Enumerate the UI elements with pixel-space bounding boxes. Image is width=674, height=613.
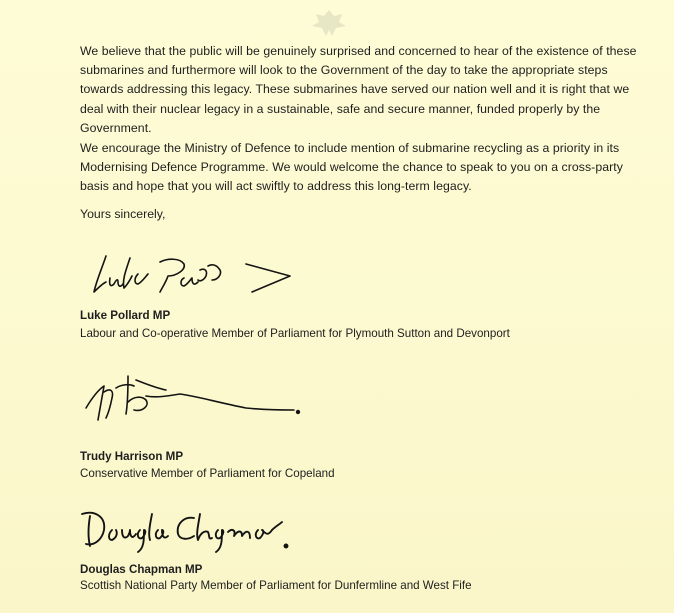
signatory-name-2: Trudy Harrison MP [80, 450, 184, 463]
signatory-role-1: Labour and Co-operative Member of Parliament for Plymouth Sutton and Devonport [80, 327, 510, 340]
signatory-name-1: Luke Pollard MP [80, 309, 171, 322]
letter-paragraph-2: We encourage the Ministry of Defence to include mention of submarine recycling as a priority in its Modernising Defence Programme. We would welcome the chance to speak to you on a cross-party basis and hope that you will act swiftly to address this long-term legacy. [80, 141, 623, 194]
letter-closing: Yours sincerely, [80, 207, 166, 221]
signature-trudy-harrison [76, 368, 316, 428]
signature-luke-pollard [76, 244, 306, 304]
letter-paragraph-1: We believe that the public will be genuinely surprised and concerned to hear of the existence of these submarines and furthermore will look to the Government of the day to take the appropriate steps towards addressing this legacy. These submarines have served our nation well and it is right that we deal with their nuclear legacy in a sustainable, safe and secure manner, funded properly by the Government. [80, 44, 637, 135]
signatory-name-3: Douglas Chapman MP [80, 563, 203, 576]
signatory-role-3: Scottish National Party Member of Parliament for Dunfermline and West Fife [80, 579, 472, 592]
crest-watermark-icon [308, 8, 350, 38]
signature-douglas-chapman [76, 500, 306, 560]
signatory-role-2: Conservative Member of Parliament for Copeland [80, 467, 335, 480]
